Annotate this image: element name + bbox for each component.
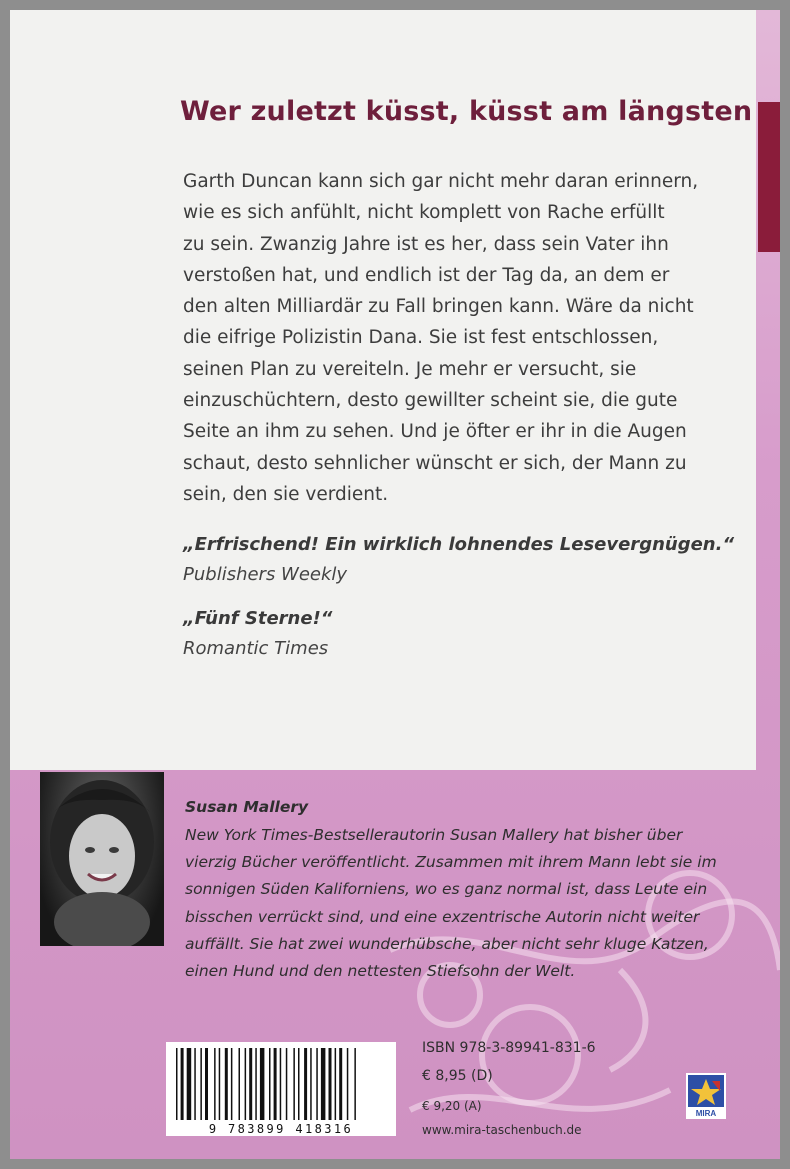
book-title: Wer zuletzt küsst, küsst am längsten [180, 96, 753, 127]
book-back-cover [10, 10, 780, 1159]
blurb-line: Seite an ihm zu sehen. Und je öfter er ihr in die Augen [183, 421, 687, 443]
blurb-line: die eifrige Polizistin Dana. Sie ist fest entschlossen, [183, 327, 659, 349]
blurb-line: sein, den sie verdient. [183, 483, 389, 505]
blurb-text [183, 166, 743, 510]
bio-line: bisschen verrückt sind, und eine exzentrische Autorin nicht weiter [185, 907, 700, 926]
bio-line: einen Hund und den nettesten Stiefsohn der Welt. [185, 962, 576, 981]
bio-line: auffällt. Sie hat zwei wunderhübsche, aber nicht sehr kluge Katzen, [185, 934, 709, 953]
blurb-line: wie es sich anfühlt, nicht komplett von Rache erfüllt [183, 202, 665, 224]
price-germany: € 8,95 (D) [422, 1068, 493, 1084]
review-quote: „Fünf Sterne!“ [183, 608, 333, 629]
author-bio [185, 822, 745, 985]
mira-star-logo-icon [686, 1073, 726, 1119]
description-panel [10, 10, 756, 770]
review-quote: „Erfrischend! Ein wirklich lohnendes Lesevergnügen.“ [183, 534, 735, 555]
barcode-digits: 9 783899 418316 [208, 1122, 354, 1136]
bio-line: vierzig Bücher veröffentlicht. Zusammen mit ihrem Mann lebt sie im [185, 853, 717, 872]
bio-line: sonnigen Süden Kaliforniens, wo es ganz normal ist, dass Leute ein [185, 880, 708, 899]
accent-bar [758, 102, 780, 252]
blurb-line: verstoßen hat, und endlich ist der Tag da, an dem er [183, 264, 670, 286]
author-photo [40, 772, 164, 946]
blurb-line: den alten Milliardär zu Fall bringen kann. Wäre da nicht [183, 296, 694, 318]
author-portrait-icon [40, 772, 164, 946]
blurb-line: zu sein. Zwanzig Jahre ist es her, dass sein Vater ihn [183, 233, 669, 255]
barcode-bars [166, 1042, 396, 1122]
review-source: Publishers Weekly [183, 564, 348, 585]
blurb-line: einzuschüchtern, desto gewillter scheint sie, die gute [183, 390, 678, 412]
logo-text: MIRA [695, 1109, 717, 1118]
publisher-url: www.mira-taschenbuch.de [422, 1123, 582, 1137]
review-source: Romantic Times [183, 638, 329, 659]
barcode [166, 1042, 396, 1136]
blurb-line: seinen Plan zu vereiteln. Je mehr er versucht, sie [183, 358, 637, 380]
price-austria: € 9,20 (A) [422, 1099, 482, 1113]
blurb-line: Garth Duncan kann sich gar nicht mehr daran erinnern, [183, 171, 699, 192]
isbn: ISBN 978-3-89941-831-6 [422, 1040, 596, 1056]
blurb-line: schaut, desto sehnlicher wünscht er sich, der Mann zu [183, 452, 687, 474]
author-name: Susan Mallery [185, 798, 309, 816]
bio-line: New York Times-Bestsellerautorin Susan Mallery hat bisher über [185, 826, 683, 844]
